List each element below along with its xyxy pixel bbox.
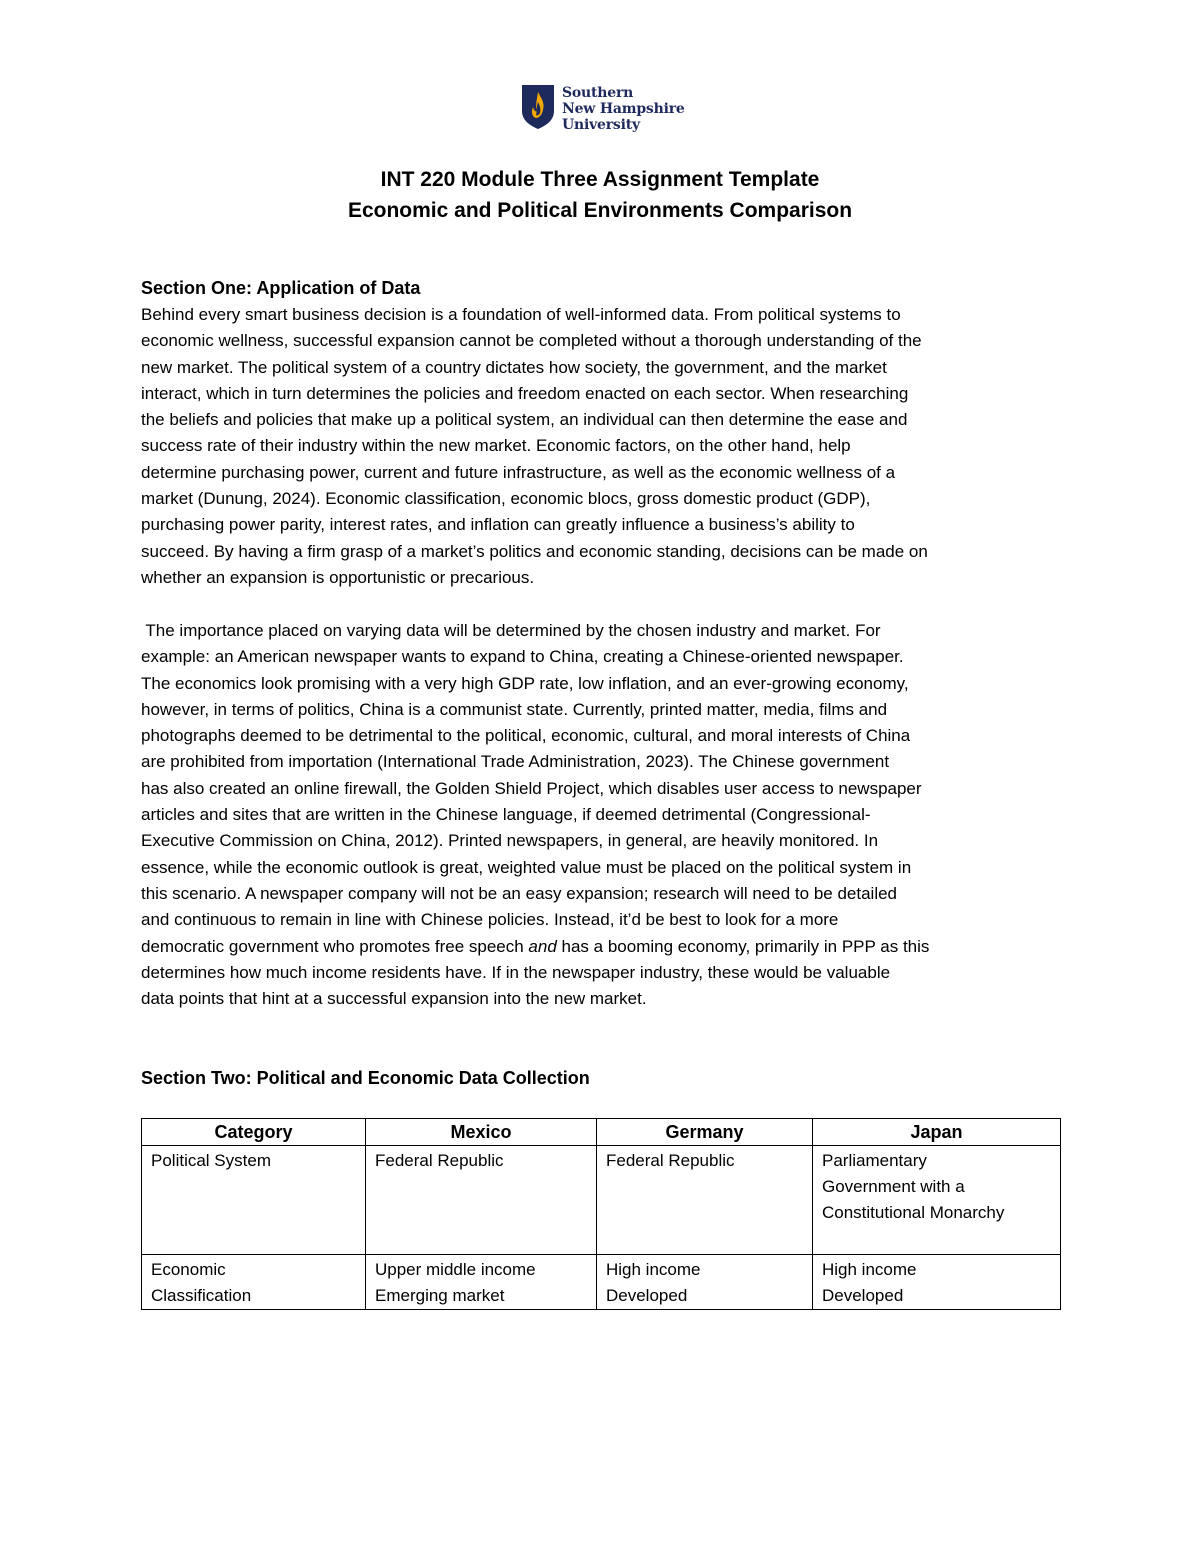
paragraph-line: Behind every smart business decision is a foundation of well-informed data. From political systems to <box>141 305 901 324</box>
shield-flame-icon <box>521 84 555 130</box>
table-row <box>142 1146 1061 1255</box>
document-title: INT 220 Module Three Assignment Template <box>380 168 820 191</box>
document-title-block <box>0 164 1200 226</box>
column-header-germany: Germany <box>597 1119 813 1146</box>
paragraph-line: new market. The political system of a country dictates how society, the government, and the market <box>141 357 887 377</box>
section-one-heading: Section One: Application of Data <box>141 278 421 298</box>
paragraph-line: however, in terms of politics, China is a communist state. Currently, printed matter, media, films and <box>141 699 888 719</box>
cell-line: High income <box>822 1260 917 1279</box>
cell-line: Federal Republic <box>375 1151 504 1170</box>
column-header-japan: Japan <box>813 1119 1061 1146</box>
logo-line: Southern <box>562 85 634 101</box>
paragraph-line: articles and sites that are written in the Chinese language, if deemed detrimental (Congressional- <box>141 805 871 825</box>
table-cell <box>366 1255 597 1310</box>
paragraph-line: has also created an online firewall, the Golden Shield Project, which disables user access to newspaper <box>141 778 922 798</box>
table-cell <box>813 1146 1061 1255</box>
cell-line: Economic <box>151 1260 226 1279</box>
paragraph-line: are prohibited from importation (International Trade Administration, 2023). The Chinese government <box>141 752 890 772</box>
section-one-paragraph-2 <box>141 618 1071 1012</box>
emphasized-text: and <box>528 936 557 956</box>
section-two-heading: Section Two: Political and Economic Data Collection <box>141 1068 590 1088</box>
logo-line: New Hampshire <box>562 101 685 117</box>
paragraph-line: interact, which in turn determines the policies and freedom enacted on each sector. When researching <box>141 383 909 403</box>
table-header-row <box>142 1119 1061 1146</box>
paragraph-line: purchasing power parity, interest rates, and inflation can greatly influence a business’s ability to <box>141 515 855 535</box>
paragraph-line: market (Dunung, 2024). Economic classification, economic blocs, gross domestic product (GDP), <box>141 489 871 509</box>
paragraph-line: determines how much income residents have. If in the newspaper industry, these would be valuable <box>141 962 891 982</box>
table-cell <box>597 1146 813 1255</box>
paragraph-line: photographs deemed to be detrimental to the political, economic, cultural, and moral interests of China <box>141 726 911 746</box>
comparison-table <box>141 1118 1061 1310</box>
paragraph-line: whether an expansion is opportunistic or precarious. <box>141 567 535 587</box>
table-cell <box>142 1146 366 1255</box>
logo-line: University <box>562 117 640 133</box>
university-logo <box>521 84 685 133</box>
cell-line: Political System <box>151 1151 271 1170</box>
cell-line: Emerging market <box>375 1286 505 1305</box>
cell-line: Federal Republic <box>606 1151 735 1170</box>
cell-line: Developed <box>606 1286 688 1305</box>
cell-line: Constitutional Monarchy <box>822 1203 1005 1222</box>
paragraph-line: succeed. By having a firm grasp of a market’s politics and economic standing, decisions can be made on <box>141 541 928 561</box>
section-one-paragraph-1 <box>141 302 1071 591</box>
column-header-category: Category <box>142 1119 366 1146</box>
table-row <box>142 1255 1061 1310</box>
cell-line: Classification <box>151 1286 252 1305</box>
cell-line: High income <box>606 1260 701 1279</box>
document-subtitle: Economic and Political Environments Comparison <box>347 199 853 222</box>
paragraph-line: The importance placed on varying data will be determined by the chosen industry and market. For <box>141 621 881 640</box>
paragraph-line: this scenario. A newspaper company will not be an easy expansion; research will need to be detailed <box>141 883 898 903</box>
paragraph-line <box>141 934 1071 960</box>
paragraph-line: data points that hint at a successful expansion into the new market. <box>141 989 647 1009</box>
paragraph-line: and continuous to remain in line with Chinese policies. Instead, it’d be best to look for a more <box>141 910 839 930</box>
cell-line: Government with a <box>822 1177 965 1196</box>
cell-line: Upper middle income <box>375 1260 536 1279</box>
table-cell <box>366 1146 597 1255</box>
column-header-mexico: Mexico <box>366 1119 597 1146</box>
paragraph-line: the beliefs and policies that make up a political system, an individual can then determine the ease and <box>141 410 908 430</box>
paragraph-line: Executive Commission on China, 2012). Printed newspapers, in general, are heavily monitored. In <box>141 831 879 851</box>
paragraph-line: economic wellness, successful expansion cannot be completed without a thorough understanding of the <box>141 331 922 351</box>
university-wordmark <box>562 85 685 133</box>
paragraph-line: essence, while the economic outlook is great, weighted value must be placed on the political system in <box>141 857 912 877</box>
paragraph-line: The economics look promising with a very high GDP rate, low inflation, and an ever-growing economy, <box>141 673 909 693</box>
cell-line: Developed <box>822 1286 904 1305</box>
table-cell <box>597 1255 813 1310</box>
paragraph-text: has a booming economy, primarily in PPP as this <box>556 936 930 956</box>
paragraph-line: determine purchasing power, current and future infrastructure, as well as the economic wellness of a <box>141 462 896 482</box>
table-cell <box>142 1255 366 1310</box>
paragraph-line: example: an American newspaper wants to expand to China, creating a Chinese-oriented newspaper. <box>141 647 904 667</box>
table-cell <box>813 1255 1061 1310</box>
cell-line: Parliamentary <box>822 1151 927 1170</box>
paragraph-text: democratic government who promotes free speech <box>141 936 529 956</box>
paragraph-line: success rate of their industry within the new market. Economic factors, on the other hand, help <box>141 436 851 456</box>
